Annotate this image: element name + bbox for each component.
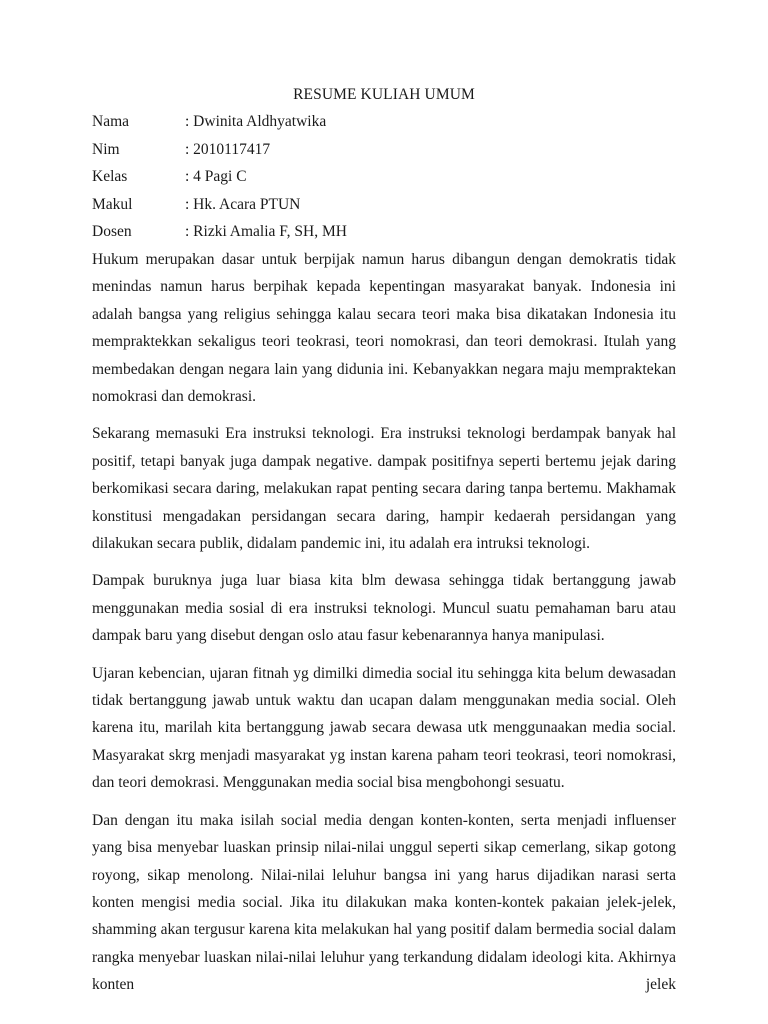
meta-row-dosen xyxy=(92,218,676,246)
meta-row-kelas xyxy=(92,163,676,191)
document-title: RESUME KULIAH UMUM xyxy=(293,86,475,103)
meta-label: Dosen xyxy=(92,223,132,241)
body-paragraph: Sekarang memasuki Era instruksi teknologi. Era instruksi teknologi berdampak banyak hal positif, tetapi banyak juga dampak negative. dampak positifnya seperti bertemu jejak daring berkomikasi secara daring, melakukan rapat penting secara daring tanpa bertemu. Makhamak konstitusi mengadakan persidangan secara daring, hampir kedaerah persidangan yang dilakukan secara publik, didalam pandemic ini, itu adalah era intruksi teknologi. xyxy=(92,425,676,553)
meta-value: : 4 Pagi C xyxy=(185,168,247,186)
meta-value: : Dwinita Aldhyatwika xyxy=(185,113,327,130)
body-paragraph: Dampak buruknya juga luar biasa kita blm dewasa sehingga tidak bertanggung jawab menggunakan media sosial di era instruksi teknologi. Muncul suatu pemahaman baru atau dampak baru yang disebut dengan oslo atau fasur kebenarannya hanya manipulasi. xyxy=(92,572,676,645)
meta-label: Nim xyxy=(92,140,120,158)
meta-label: Makul xyxy=(92,195,133,213)
meta-value: : Rizki Amalia F, SH, MH xyxy=(185,223,347,241)
meta-label: Nama xyxy=(92,113,130,130)
body-paragraph: Dan dengan itu maka isilah social media dengan konten-konten, serta menjadi influenser yang bisa menyebar luaskan prinsip nilai-nilai unggul seperti sikap cemerlang, sikap gotong royong, sikap menolong. Nilai-nilai leluhur bangsa ini yang harus dijadikan narasi serta konten mengisi media social. Jika itu dilakukan maka konten-kontek pakaian jelek-jelek, shamming akan tergusur karena kita melakukan hal yang positif dalam bermedia social dalam rangka menyebar luaskan nilai-nilai leluhur yang terkandung didalam ideologi kita. Akhirnya konten jelek xyxy=(92,811,676,994)
document-page xyxy=(92,84,676,999)
meta-label: Kelas xyxy=(92,168,128,186)
meta-row-makul xyxy=(92,191,676,219)
meta-row-nama xyxy=(92,108,676,136)
body-paragraph: Hukum merupakan dasar untuk berpijak namun harus dibangun dengan demokratis tidak menindas namun harus berpihak kepada kepentingan masyarakat banyak. Indonesia ini adalah bangsa yang religius sehingga kalau secara teori maka bisa dikatakan Indonesia itu mempraktekkan sekaligus teori teokrasi, teori nomokrasi, dan teori demokrasi. Itulah yang membedakan dengan negara lain yang didunia ini. Kebanyakkan negara maju mempraktekan nomokrasi dan demokrasi. xyxy=(92,250,676,405)
meta-value: : Hk. Acara PTUN xyxy=(185,195,301,213)
body-paragraph: Ujaran kebencian, ujaran fitnah yg dimilki dimedia social itu sehingga kita belum dewasadan tidak bertanggung jawab untuk waktu dan ucapan dalam menggunakan media social. Oleh karena itu, marilah kita bertanggung jawab secara dewasa utk menggunaakan media social. Masyarakat skrg menjadi masyarakat yg instan karena paham teori teokrasi, teori nomokrasi, dan teori demokrasi. Menggunakan media social bisa mengbohongi sesuatu. xyxy=(92,664,676,792)
meta-value: : 2010117417 xyxy=(185,140,271,158)
student-info xyxy=(92,108,676,246)
meta-row-nim xyxy=(92,136,676,164)
